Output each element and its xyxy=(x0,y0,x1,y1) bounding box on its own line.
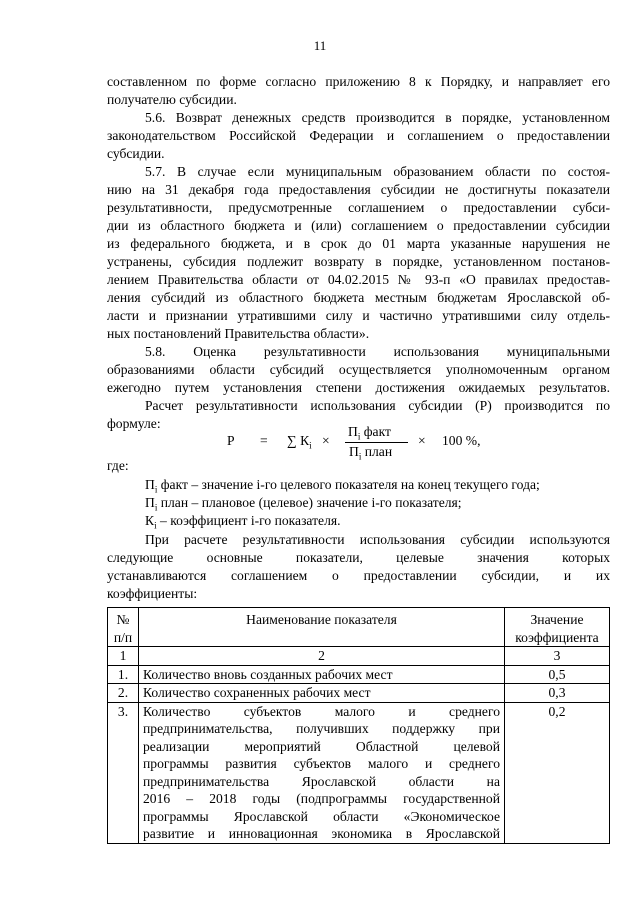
text-line: устранены, субсидия подлежит возврату в порядке, установленном постанов- xyxy=(107,254,610,269)
indicators-table xyxy=(107,607,610,844)
definition xyxy=(145,512,610,530)
table-index-row xyxy=(108,647,610,666)
index-cell: 3 xyxy=(505,647,610,666)
text-line: 5.8. Оценка результативности использования муниципальными xyxy=(145,344,610,359)
text-line: ласти и признании утратившими силу и частично утратившими силу отдель- xyxy=(107,308,610,323)
text-line: результативности, предусмотренные соглашением о предоставлении субси- xyxy=(107,200,610,215)
table-row xyxy=(108,665,610,684)
definition xyxy=(145,494,610,512)
cell-line: программы развития субъектов малого и среднего xyxy=(143,756,500,771)
text-line: субсидии. xyxy=(107,146,165,161)
def-index: i xyxy=(154,484,158,495)
row-value: 0,5 xyxy=(505,665,610,684)
text-line: 5.6. Возврат денежных средств производится в порядке, установленном xyxy=(145,110,610,125)
row-value: 0,3 xyxy=(505,684,610,703)
index-cell: 2 xyxy=(139,647,505,666)
text-line: дии из областного бюджета и (или) соглашением о предоставлении субсидии xyxy=(107,218,610,233)
formula-den-index: i xyxy=(358,451,362,462)
row-name: Количество сохраненных рабочих мест xyxy=(139,684,505,703)
cell-line: развитие и инновационная экономика в Ярославской xyxy=(143,826,500,841)
page-number: 11 xyxy=(313,38,327,53)
formula-numerator xyxy=(348,424,391,442)
formula-times: × xyxy=(322,433,330,448)
text-line: коэффициенты: xyxy=(107,586,198,601)
def-symbol: П xyxy=(145,477,155,492)
formula-sum xyxy=(287,433,312,451)
header-value-line1: Значение xyxy=(530,612,584,627)
text-line: образованиями области субсидий осуществляется уполномоченным органом xyxy=(107,362,610,377)
text-line: Расчет результативности использования субсидии (Р) производится по xyxy=(145,398,610,413)
fraction-bar xyxy=(345,442,408,443)
text-line: формуле: xyxy=(107,416,161,431)
def-symbol: К xyxy=(145,513,155,528)
cell-line: реализации мероприятий Областной целевой xyxy=(143,738,500,754)
text-line: законодательством Российской Федерации и соглашением о предоставлении xyxy=(107,128,610,143)
header-num-line1: № xyxy=(116,612,130,627)
definition xyxy=(145,476,610,494)
where-label: где: xyxy=(107,458,129,473)
formula-lhs: Р xyxy=(227,433,235,448)
cell-line: 2016 – 2018 годы (подпрограммы государственной xyxy=(143,791,500,806)
def-symbol: П xyxy=(145,495,155,510)
def-text: факт – значение i-го целевого показателя на конец текущего года; xyxy=(157,477,540,492)
text-line: 5.7. В случае если муниципальным образованием области по состоя- xyxy=(145,164,610,179)
text-line: лением Правительства области от 04.02.2015 № 93-п «О правилах предостав- xyxy=(107,272,610,287)
table-row xyxy=(108,684,610,703)
text-line: ления субсидий из областного бюджета местным бюджетам Ярославской об- xyxy=(107,290,610,305)
row-name xyxy=(139,702,505,843)
row-value: 0,2 xyxy=(505,702,610,843)
def-index: i xyxy=(154,502,158,513)
table-row xyxy=(108,702,610,843)
row-num: 1. xyxy=(108,665,139,684)
cell-line: Количество субъектов малого и среднего xyxy=(143,703,500,719)
formula-den-text: план xyxy=(361,444,393,459)
formula-percent: 100 %, xyxy=(442,433,481,448)
text-line: из федерального бюджета, и в срок до 01 марта указанные нарушения не xyxy=(107,236,610,251)
formula-num-index: i xyxy=(357,431,361,442)
def-index: i xyxy=(154,520,157,531)
text-line: ных постановлений Правительства области». xyxy=(107,326,370,341)
text-line: нию на 31 декабря года предоставления субсидии не достигнуты показатели xyxy=(107,182,610,197)
header-value-line2: коэффициента xyxy=(515,629,599,645)
text-line: следующие основные показатели, целевые значения которых xyxy=(107,550,610,565)
formula-sum-index: i xyxy=(309,440,312,451)
formula-sum-symbol: ∑ К xyxy=(287,433,310,448)
text-line: ежегодно путем установления степени достижения ожидаемых результатов. xyxy=(107,380,610,395)
header-num xyxy=(108,608,139,647)
index-cell: 1 xyxy=(108,647,139,666)
cell-line: предпринимательства, получивших поддержку при xyxy=(143,721,500,736)
header-name: Наименование показателя xyxy=(139,608,505,647)
def-text: – коэффициент i-го показателя. xyxy=(156,513,341,528)
formula-equals: = xyxy=(260,433,268,448)
formula-num-symbol: П xyxy=(348,424,358,439)
table-header-row xyxy=(108,608,610,647)
cell-line: предпринимательства Ярославской области на xyxy=(143,773,500,789)
formula xyxy=(0,424,640,460)
header-num-line2: п/п xyxy=(113,629,133,645)
header-value xyxy=(505,608,610,647)
row-name: Количество вновь созданных рабочих мест xyxy=(139,665,505,684)
formula-times-2: × xyxy=(418,433,426,448)
text-line: составленном по форме согласно приложению 8 к Порядку, и направляет его xyxy=(107,74,610,89)
text-line: получателю субсидии. xyxy=(107,92,237,107)
row-num: 2. xyxy=(108,684,139,703)
text-line: При расчете результативности использования субсидии используются xyxy=(145,532,610,547)
text-line: устанавливаются соглашением о предоставлении субсидии, и их xyxy=(107,568,610,583)
formula-num-text: факт xyxy=(360,424,391,439)
def-text: план – плановое (целевое) значение i-го показателя; xyxy=(157,495,462,510)
cell-line: программы Ярославской области «Экономическое xyxy=(143,808,500,824)
row-num: 3. xyxy=(108,702,139,843)
formula-den-symbol: П xyxy=(349,444,359,459)
